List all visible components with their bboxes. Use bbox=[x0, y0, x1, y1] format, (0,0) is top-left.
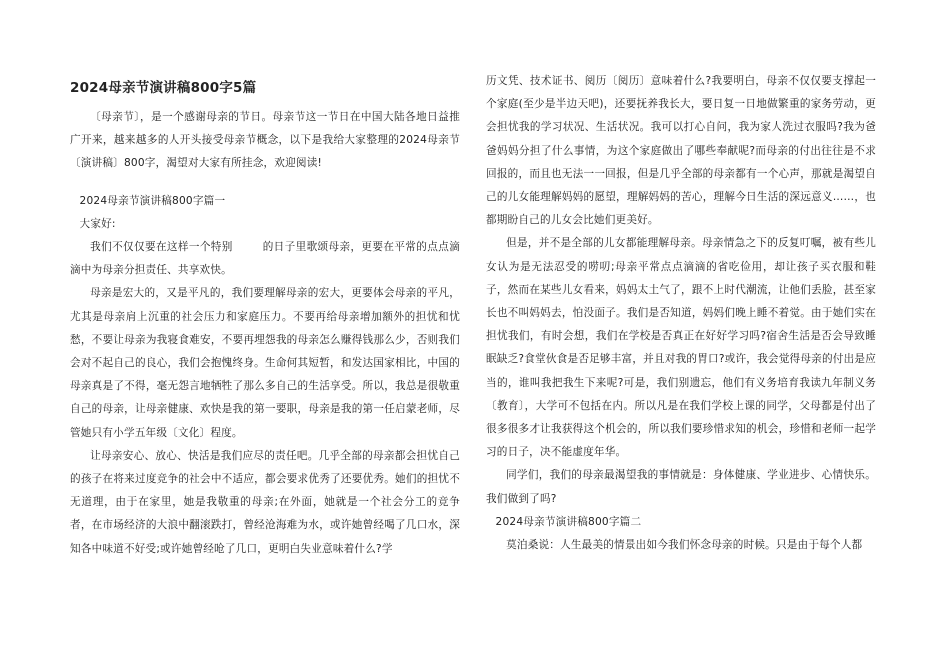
greeting: 大家好: bbox=[79, 217, 116, 230]
spacer bbox=[70, 176, 460, 190]
paragraph-1: 我们不仅仅要在这样一个特别 的日子里歌颂母亲，更要在平常的点点滴滴中为母亲分担责任、共享欢快。 bbox=[70, 241, 460, 277]
section2-heading: 2024母亲节演讲稿800字篇二 bbox=[495, 515, 642, 528]
paragraph-5: 但是，并不是全部的儿女都能理解母亲。母亲情急之下的反复叮嘱，被有些儿女认为是无法忍受的唠叨;母亲平常点点滴滴的省吃俭用，却让孩子买衣服和鞋子，然而在某些儿女看来，妈妈太土气了，跟不上时代潮流，让他们丢脸，甚至家长也不叫妈妈去，怕没面子。我们是否知道，妈妈们晚上睡不着觉。由于她们实在担忧我们，有时会想，我们在学校是否真正在好好学习吗?宿舍生活是否会导致睡眠缺乏?食堂伙食是否足够丰富，并且对我的胃口?或许，我会觉得母亲的付出是应当的，谁叫我把我生下来呢?可是，我们别遗忘，他们有义务培育我读九年制义务〔教育〕，大学可不包括在内。所以凡是在我们学校上课的同学，父母都是付出了很多很多才让我获得这个机会的，所以我们要珍惜求知的机会，珍惜和老师一起学习的日子，决不能虚度年华。 bbox=[486, 237, 876, 459]
left-column bbox=[70, 70, 460, 561]
paragraph-6: 同学们，我们的母亲最渴望我的事情就是：身体健康、学业进步、心情快乐。我们做到了吗? bbox=[486, 469, 876, 505]
document-title: 2024母亲节演讲稿800字5篇 bbox=[70, 80, 257, 96]
paragraph-3: 让母亲安心、放心、快活是我们应尽的责任吧。几乎全部的母亲都会担忧自己的孩子在将来过度竞争的社会中不适应，都会要求优秀了还要优秀。她们的担忧不无道理，由于在家里，她是我敬重的母亲;在外面，她就是一个社会分工的竞争者，在市场经济的大浪中翻滚跌打，曾经沧海难为水，或许她曾经喝了几口水，深知各中味道不好受;或许她曾经呛了几口，更明白失业意味着什么?学 bbox=[70, 449, 460, 555]
right-column bbox=[486, 70, 876, 557]
paragraph-7: 莫泊桑说：人生最美的情景出如今我们怀念母亲的时候。只是由于每个人都 bbox=[506, 539, 863, 552]
paragraph-4: 历文凭、技术证书、阅历〔阅历〕意味着什么?我要明白，母亲不仅仅要支撑起一个家庭(至少是半边天吧)，还要抚养我长大，要日复一日地做繁重的家务劳动，更会担忧我的学习状况、生活状况。我可以打心自问，我为家人洗过衣服吗?我为爸爸妈妈分担了什么事情，为这个家庭做出了哪些奉献呢?而母亲的付出往往是不求回报的，而且也无法一一回报，但是几乎全部的母亲都有一个心声，那就是渴望自己的儿女能理解妈妈的愿望，理解妈妈的苦心，理解今日生活的深远意义……，也都期盼自己的儿女会比她们更美好。 bbox=[486, 75, 876, 227]
paragraph-2: 母亲是宏大的，又是平凡的，我们要理解母亲的宏大，更要体会母亲的平凡，尤其是母亲肩上沉重的社会压力和家庭压力。不要再给母亲增加额外的担忧和忧愁，不要让母亲为我寝食难安，不要再埋怨我的母亲怎么赚得钱那么少，否则我们会对不起自己的良心，我们会抱愧终身。生命何其短暂，和发达国家相比，中国的母亲真是了不得，毫无怨言地牺牲了那么多自己的生活享受。所以，我总是很敬重自己的母亲，让母亲健康、欢快是我的第一要职，母亲是我的第一任启蒙老师，尽管她只有小学五年级〔文化〕程度。 bbox=[70, 287, 460, 439]
intro-paragraph: 〔母亲节〕，是一个感谢母亲的节日。母亲节这一节日在中国大陆各地日益推广开来，越来越多的人开头接受母亲节概念，以下是我给大家整理的2024母亲节〔演讲稿〕800字，渴望对大家有所挂念，欢迎阅读! bbox=[70, 111, 460, 170]
section1-heading: 2024母亲节演讲稿800字篇一 bbox=[79, 194, 226, 207]
